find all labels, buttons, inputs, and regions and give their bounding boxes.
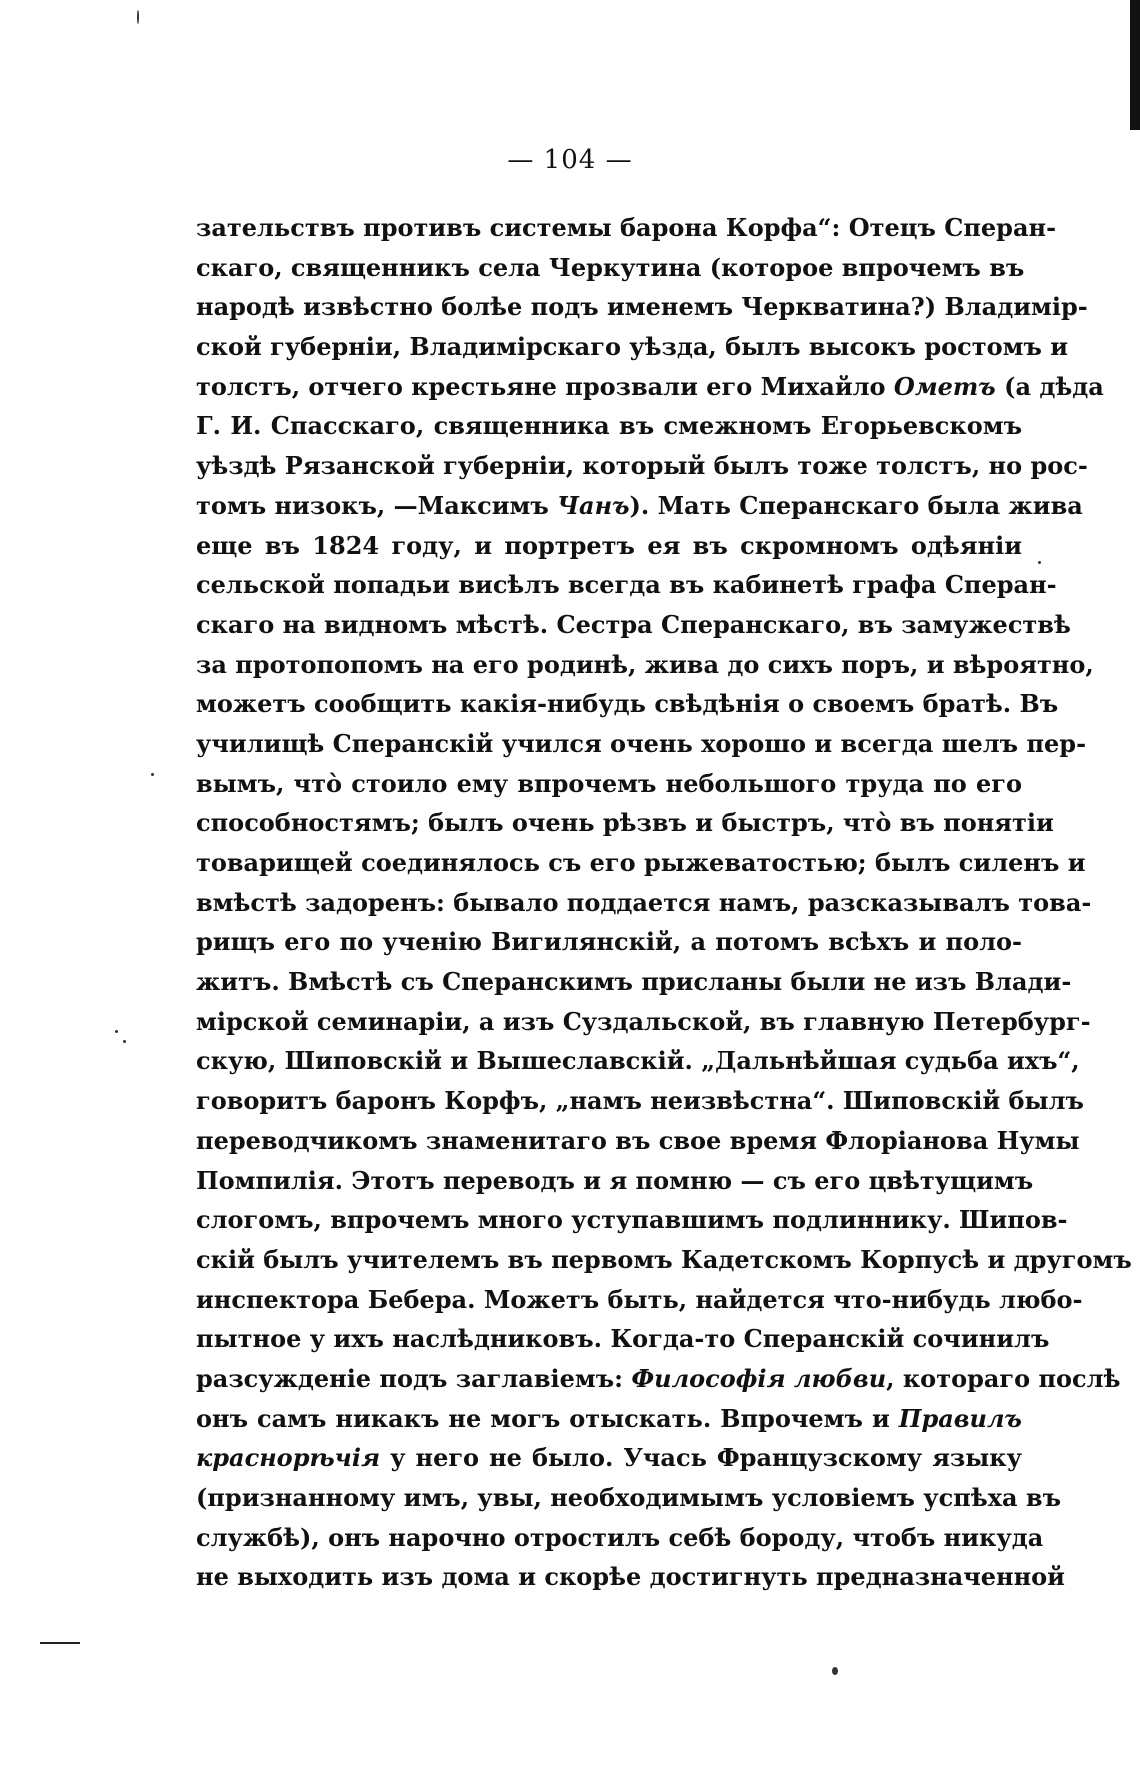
italic-term: Чанъ — [557, 490, 630, 520]
page-number: — 104 — — [507, 145, 633, 175]
text-line: можетъ сообщить какія-нибудь свѣдѣнія о своемъ братѣ. Въ — [196, 689, 1059, 719]
text-line — [196, 1359, 1121, 1399]
text-line: Помпилія. Этотъ переводъ и я помню — съ его цвѣтущимъ — [196, 1165, 1034, 1195]
italic-term: Ометъ — [893, 371, 996, 401]
text-line: пытное у ихъ наслѣдниковъ. Когда-то Сперанскій сочинилъ — [196, 1324, 1050, 1354]
text-line: народѣ извѣстно болѣе подъ именемъ Черкватина?) Владимір- — [196, 292, 1088, 322]
text-line: еще въ 1824 году, и портретъ ея въ скромномъ одѣяніи — [196, 530, 1022, 560]
ink-speck — [151, 773, 154, 776]
text-line: слогомъ, впрочемъ много уступавшимъ подлиннику. Шипов- — [196, 1205, 1068, 1235]
text-segment: , котораго послѣ — [886, 1363, 1121, 1393]
text-line — [196, 1438, 1022, 1478]
ink-speck — [137, 10, 139, 24]
italic-title: краснорѣчія — [196, 1443, 381, 1473]
text-segment: ). Мать Сперанскаго была жива — [629, 490, 1083, 520]
text-line: Г. И. Спасскаго, священника въ смежномъ Егорьевскомъ — [196, 411, 1022, 441]
text-segment: онъ самъ никакъ не могъ отыскать. Впрочемъ и — [196, 1403, 899, 1433]
text-line: скую, Шиповскій и Вышеславскій. „Дальнѣйшая судьба ихъ“, — [196, 1046, 1080, 1076]
ink-speck — [1038, 561, 1041, 564]
ink-speck — [123, 1040, 126, 1043]
text-line: за протопопомъ на его родинѣ, жива до сихъ поръ, и вѣроятно, — [196, 649, 1094, 679]
text-segment: у него не было. Учась Французскому языку — [380, 1443, 1022, 1473]
scan-edge-shadow — [1130, 0, 1140, 130]
text-segment: (а дѣда — [995, 371, 1104, 401]
text-line: инспектора Бебера. Можетъ быть, найдется что-нибудь любо- — [196, 1284, 1083, 1314]
text-line: зательствъ противъ системы барона Корфа“: Отецъ Сперан- — [196, 213, 1057, 242]
text-line: говоритъ баронъ Корфъ, „намъ неизвѣстна“. Шиповскій былъ — [196, 1086, 1084, 1116]
text-line: рищъ его по ученію Вигилянскій, а потомъ всѣхъ и поло- — [196, 927, 1022, 957]
text-line: переводчикомъ знаменитаго въ свое время Флоріанова Нумы — [196, 1125, 1080, 1155]
text-line: скій былъ учителемъ въ первомъ Кадетскомъ Корпусѣ и другомъ — [196, 1244, 1132, 1274]
text-line: мірской семинаріи, а изъ Суздальской, въ главную Петербург- — [196, 1006, 1091, 1036]
text-line: сельской попадьи висѣлъ всегда въ кабинетѣ графа Сперан- — [196, 570, 1057, 600]
text-line: уѣздѣ Рязанской губерніи, который былъ тоже толстъ, но рос- — [196, 451, 1088, 481]
italic-title: Правилъ — [898, 1403, 1022, 1433]
text-line — [196, 1399, 1022, 1439]
italic-title: Философія любви — [631, 1363, 887, 1393]
text-line: товарищей соединялось съ его рыжеватостью; былъ силенъ и — [196, 848, 1086, 877]
text-segment: томъ низокъ, —Максимъ — [196, 490, 558, 520]
text-line: вымъ, что̀ стоило ему впрочемъ небольшого труда по его — [196, 768, 1022, 798]
text-line: скаго на видномъ мѣстѣ. Сестра Сперанскаго, въ замужествѣ — [196, 609, 1071, 639]
text-line — [196, 486, 1083, 526]
text-line: скаго, священникъ села Черкутина (которое впрочемъ въ — [196, 252, 1025, 282]
text-segment: разсужденіе подъ заглавіемъ: — [196, 1363, 632, 1393]
text-line: службѣ), онъ нарочно отростилъ себѣ бороду, чтобъ никуда — [196, 1522, 1044, 1552]
text-line: вмѣстѣ задоренъ: бывало поддается намъ, разсказывалъ това- — [196, 887, 1092, 917]
text-line — [196, 367, 1104, 407]
ink-speck — [832, 1667, 838, 1675]
text-line: житъ. Вмѣстѣ съ Сперанскимъ присланы были не изъ Влади- — [196, 967, 1072, 997]
text-line: училищѣ Сперанскій учился очень хорошо и всегда шелъ пер- — [196, 728, 1087, 758]
text-line: (признанному имъ, увы, необходимымъ условіемъ успѣха въ — [196, 1483, 1062, 1512]
body-text — [196, 208, 1132, 1597]
text-line: не выходить изъ дома и скорѣе достигнуть предназначенной — [196, 1562, 1065, 1592]
margin-rule — [40, 1642, 80, 1644]
ink-speck — [115, 1030, 118, 1033]
text-line: ской губерніи, Владимірскаго уѣзда, былъ высокъ ростомъ и — [196, 332, 1069, 362]
text-line: способностямъ; былъ очень рѣзвъ и быстръ, что̀ въ понятіи — [196, 808, 1054, 838]
text-segment: толстъ, отчего крестьяне прозвали его Михайло — [196, 371, 894, 401]
